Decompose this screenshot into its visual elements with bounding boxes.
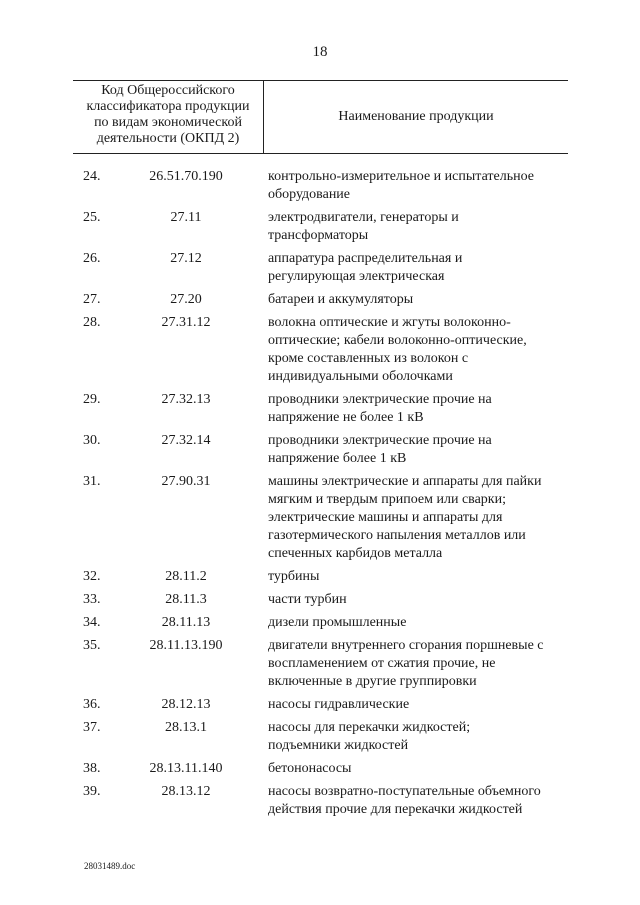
product-name-line: газотермического напыления металлов или (268, 528, 526, 543)
okpd-code: 27.90.31 (161, 474, 211, 489)
product-name-line: оптические; кабели волоконно-оптические, (268, 333, 527, 348)
product-name (268, 783, 568, 819)
product-name (268, 473, 568, 563)
product-name-line: напряжение не более 1 кВ (268, 410, 424, 425)
footer-filename: 28031489.doc (84, 861, 136, 871)
product-name-line: дизели промышленные (268, 615, 407, 630)
product-name-line: проводники электрические прочие на (268, 433, 492, 448)
table-row (0, 432, 640, 468)
row-number: 30. (83, 433, 101, 448)
product-name-line: контрольно-измерительное и испытательное (268, 169, 534, 184)
name-column-header: Наименование продукции (338, 109, 494, 124)
okpd-code: 28.11.13 (161, 615, 211, 630)
table-row (0, 250, 640, 286)
row-number: 38. (83, 761, 101, 776)
product-name-line: бетононасосы (268, 761, 352, 776)
table-row (0, 168, 640, 204)
product-name (268, 291, 568, 309)
page-number: 18 (312, 44, 328, 60)
product-name (268, 614, 568, 632)
table-header (73, 80, 568, 154)
table-row (0, 719, 640, 755)
okpd-code: 27.11 (170, 210, 202, 225)
row-number: 36. (83, 697, 101, 712)
okpd-code: 27.32.13 (161, 392, 211, 407)
product-name-line: аппаратура распределительная и (268, 251, 463, 266)
product-name-line: машины электрические и аппараты для пайки (268, 474, 542, 489)
row-number: 32. (83, 569, 101, 584)
row-number: 25. (83, 210, 101, 225)
product-name-line: напряжение более 1 кВ (268, 451, 407, 466)
product-name-line: насосы для перекачки жидкостей; (268, 720, 471, 735)
product-name-line: насосы гидравлические (268, 697, 410, 712)
table-row (0, 473, 640, 563)
table-row (0, 696, 640, 714)
table-row (0, 591, 640, 609)
table-row (0, 637, 640, 691)
product-name (268, 314, 568, 386)
okpd-code: 27.32.14 (161, 433, 211, 448)
table-row (0, 760, 640, 778)
product-name (268, 568, 568, 586)
okpd-code: 28.13.1 (165, 720, 207, 735)
okpd-code: 28.11.2 (165, 569, 207, 584)
okpd-code: 28.11.3 (165, 592, 207, 607)
product-name (268, 591, 568, 609)
row-number: 29. (83, 392, 101, 407)
table-row (0, 614, 640, 632)
code-header-line: Код Общероссийского (101, 83, 235, 98)
product-name (268, 637, 568, 691)
product-name-line: действия прочие для перекачки жидкостей (268, 802, 523, 817)
okpd-code: 26.51.70.190 (149, 169, 223, 184)
row-number: 33. (83, 592, 101, 607)
product-name (268, 432, 568, 468)
product-name-line: насосы возвратно-поступательные объемного (268, 784, 541, 799)
product-name-line: регулирующая электрическая (268, 269, 445, 284)
product-name (268, 168, 568, 204)
product-name-line: оборудование (268, 187, 351, 202)
row-number: 28. (83, 315, 101, 330)
product-name (268, 250, 568, 286)
code-header-line: классификатора продукции (86, 99, 250, 114)
row-number: 27. (83, 292, 101, 307)
row-number: 39. (83, 784, 101, 799)
product-name-line: трансформаторы (268, 228, 369, 243)
product-name (268, 719, 568, 755)
okpd-code: 27.31.12 (161, 315, 211, 330)
product-name-line: электрические машины и аппараты для (268, 510, 503, 525)
code-header-line: по видам экономической (94, 115, 242, 130)
table-row (0, 291, 640, 309)
okpd-code: 28.12.13 (161, 697, 211, 712)
okpd-code: 28.13.12 (161, 784, 211, 799)
table-row (0, 783, 640, 819)
okpd-code: 27.20 (170, 292, 202, 307)
product-name-line: индивидуальными оболочками (268, 369, 453, 384)
product-name-line: проводники электрические прочие на (268, 392, 492, 407)
row-number: 35. (83, 638, 101, 653)
product-table (0, 168, 640, 824)
row-number: 31. (83, 474, 101, 489)
product-name-line: турбины (268, 569, 320, 584)
product-name (268, 391, 568, 427)
product-name-line: подъемники жидкостей (268, 738, 409, 753)
okpd-code: 28.13.11.140 (149, 761, 223, 776)
product-name-line: включенные в другие группировки (268, 674, 477, 689)
product-name (268, 760, 568, 778)
table-row (0, 391, 640, 427)
code-header-line: деятельности (ОКПД 2) (96, 131, 240, 146)
table-row (0, 568, 640, 586)
row-number: 26. (83, 251, 101, 266)
product-name-line: двигатели внутреннего сгорания поршневые с (268, 638, 544, 653)
product-name-line: мягким и твердым припоем или сварки; (268, 492, 506, 507)
product-name (268, 209, 568, 245)
product-name (268, 696, 568, 714)
product-name-line: кроме составленных из волокон с (268, 351, 469, 366)
code-column-header (73, 81, 263, 155)
row-number: 24. (83, 169, 101, 184)
product-name-line: воспламенением от сжатия прочие, не (268, 656, 496, 671)
row-number: 37. (83, 720, 101, 735)
okpd-code: 27.12 (170, 251, 202, 266)
product-name-line: части турбин (268, 592, 347, 607)
product-name-line: спеченных карбидов металла (268, 546, 443, 561)
table-row (0, 209, 640, 245)
row-number: 34. (83, 615, 101, 630)
product-name-line: батареи и аккумуляторы (268, 292, 414, 307)
okpd-code: 28.11.13.190 (149, 638, 223, 653)
product-name-line: волокна оптические и жгуты волоконно- (268, 315, 511, 330)
product-name-line: электродвигатели, генераторы и (268, 210, 459, 225)
table-row (0, 314, 640, 386)
